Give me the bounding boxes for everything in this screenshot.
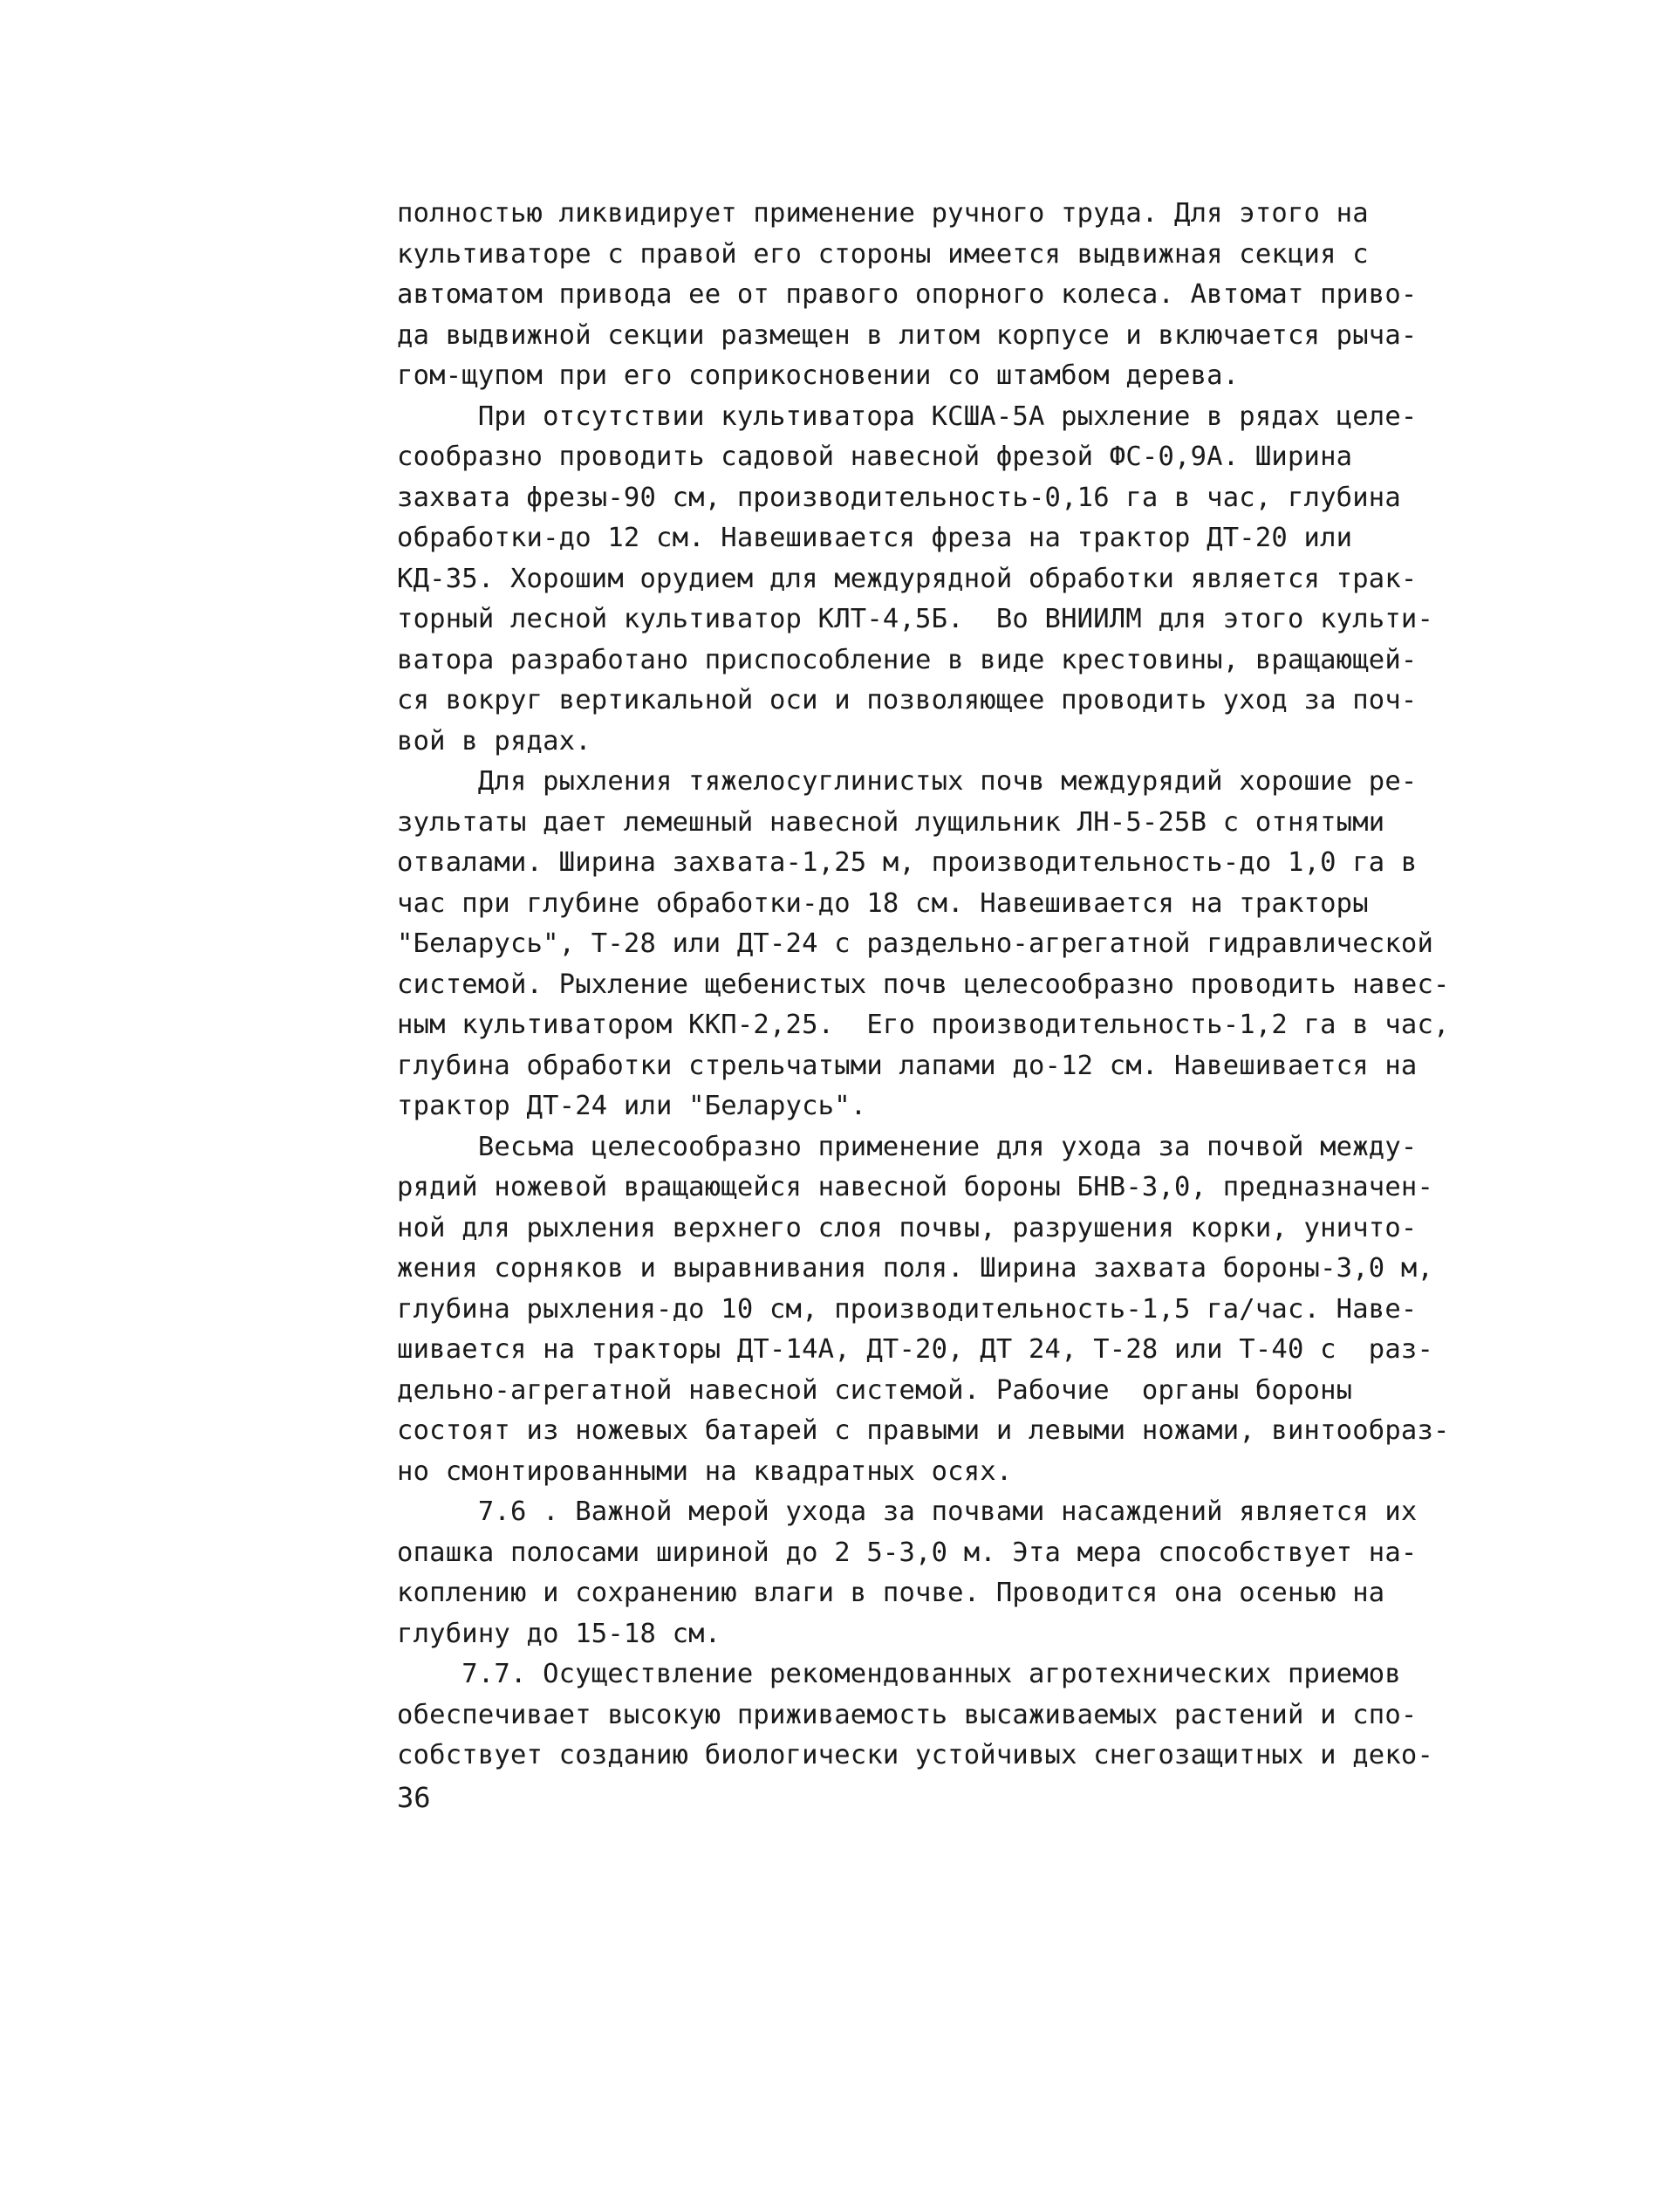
text-line: глубина обработки стрельчатыми лапами до-12 см. Навешивается на	[397, 1050, 1418, 1081]
text-line: шивается на тракторы ДТ-14А, ДТ-20, ДТ 24, Т-28 или Т-40 с раз-	[397, 1334, 1434, 1365]
text-line: дельно-агрегатной навесной системой. Рабочие органы бороны	[397, 1374, 1353, 1406]
text-line: опашка полосами шириной до 2 5-3,0 м. Эта мера способствует на-	[397, 1537, 1418, 1568]
text-line: собствует созданию биологически устойчивых снегозащитных и деко-	[397, 1740, 1434, 1770]
text-line: жения сорняков и выравнивания поля. Ширина захвата бороны-3,0 м,	[397, 1253, 1434, 1284]
text-line: 7.6 . Важной мерой ухода за почвами насаждений является их	[397, 1496, 1418, 1527]
text-line: ватора разработано приспособление в виде крестовины, вращающей-	[397, 644, 1418, 675]
text-line: отвалами. Ширина захвата-1,25 м, производительность-до 1,0 га в	[397, 847, 1418, 878]
text-line: сообразно проводить садовой навесной фрезой ФС-0,9А. Ширина	[397, 442, 1353, 472]
text-line: захвата фрезы-90 см, производительность-0,16 га в час, глубина	[397, 482, 1401, 513]
text-line: полностью ликвидирует применение ручного труда. Для этого на	[397, 198, 1369, 229]
text-line: гом-щупом при его соприкосновении со штамбом дерева.	[397, 360, 1240, 391]
text-line: вой в рядах.	[397, 725, 591, 757]
text-line: КД-35. Хорошим орудием для междурядной обработки является трак-	[397, 563, 1418, 594]
text-line: час при глубине обработки-до 18 см. Навешивается на тракторы	[397, 887, 1369, 919]
text-line: ной для рыхления верхнего слоя почвы, разрушения корки, уничто-	[397, 1212, 1418, 1243]
page-number: 36	[397, 1781, 431, 1814]
text-line: культиваторе с правой его стороны имеется выдвижная секция с	[397, 238, 1369, 270]
text-line: 7.7. Осуществление рекомендованных агротехнических приемов	[397, 1659, 1401, 1689]
text-line: глубина рыхления-до 10 см, производительность-1,5 га/час. Наве-	[397, 1293, 1418, 1325]
text-line: автоматом привода ее от правого опорного колеса. Автомат приво-	[397, 279, 1418, 310]
text-line: торный лесной культиватор КЛТ-4,5Б. Во ВНИИЛМ для этого культи-	[397, 604, 1434, 634]
text-line: При отсутствии культиватора КСША-5А рыхление в рядах целе-	[397, 401, 1418, 432]
text-line: Для рыхления тяжелосуглинистых почв междурядий хорошие ре-	[397, 766, 1418, 797]
text-line: ся вокруг вертикальной оси и позволяющее проводить уход за поч-	[397, 685, 1418, 716]
text-line: Весьма целесообразно применение для ухода за почвой между-	[397, 1131, 1418, 1162]
text-line: да выдвижной секции размещен в литом корпусе и включается рыча-	[397, 319, 1418, 351]
text-line: "Беларусь", Т-28 или ДТ-24 с раздельно-агрегатной гидравлической	[397, 928, 1434, 959]
text-line: трактор ДТ-24 или "Беларусь".	[397, 1091, 867, 1121]
text-line: рядий ножевой вращающейся навесной бороны БНВ-3,0, предназначен-	[397, 1172, 1434, 1202]
text-line: системой. Рыхление щебенистых почв целесообразно проводить навес-	[397, 969, 1450, 1000]
text-line: обработки-до 12 см. Навешивается фреза на трактор ДТ-20 или	[397, 523, 1353, 553]
text-line: состоят из ножевых батарей с правыми и левыми ножами, винтообраз-	[397, 1415, 1450, 1446]
body-text	[397, 194, 1450, 1777]
text-line: но смонтированными на квадратных осях.	[397, 1455, 1013, 1487]
text-line: зультаты дает лемешный навесной лущильник ЛН-5-25В с отнятыми	[397, 806, 1385, 838]
text-line: глубину до 15-18 см.	[397, 1618, 721, 1649]
text-line: ным культиватором ККП-2,25. Его производительность-1,2 га в час,	[397, 1010, 1450, 1040]
text-line: обеспечивает высокую приживаемость высаживаемых растений и спо-	[397, 1699, 1418, 1730]
text-line: коплению и сохранению влаги в почве. Проводится она осенью на	[397, 1578, 1385, 1608]
